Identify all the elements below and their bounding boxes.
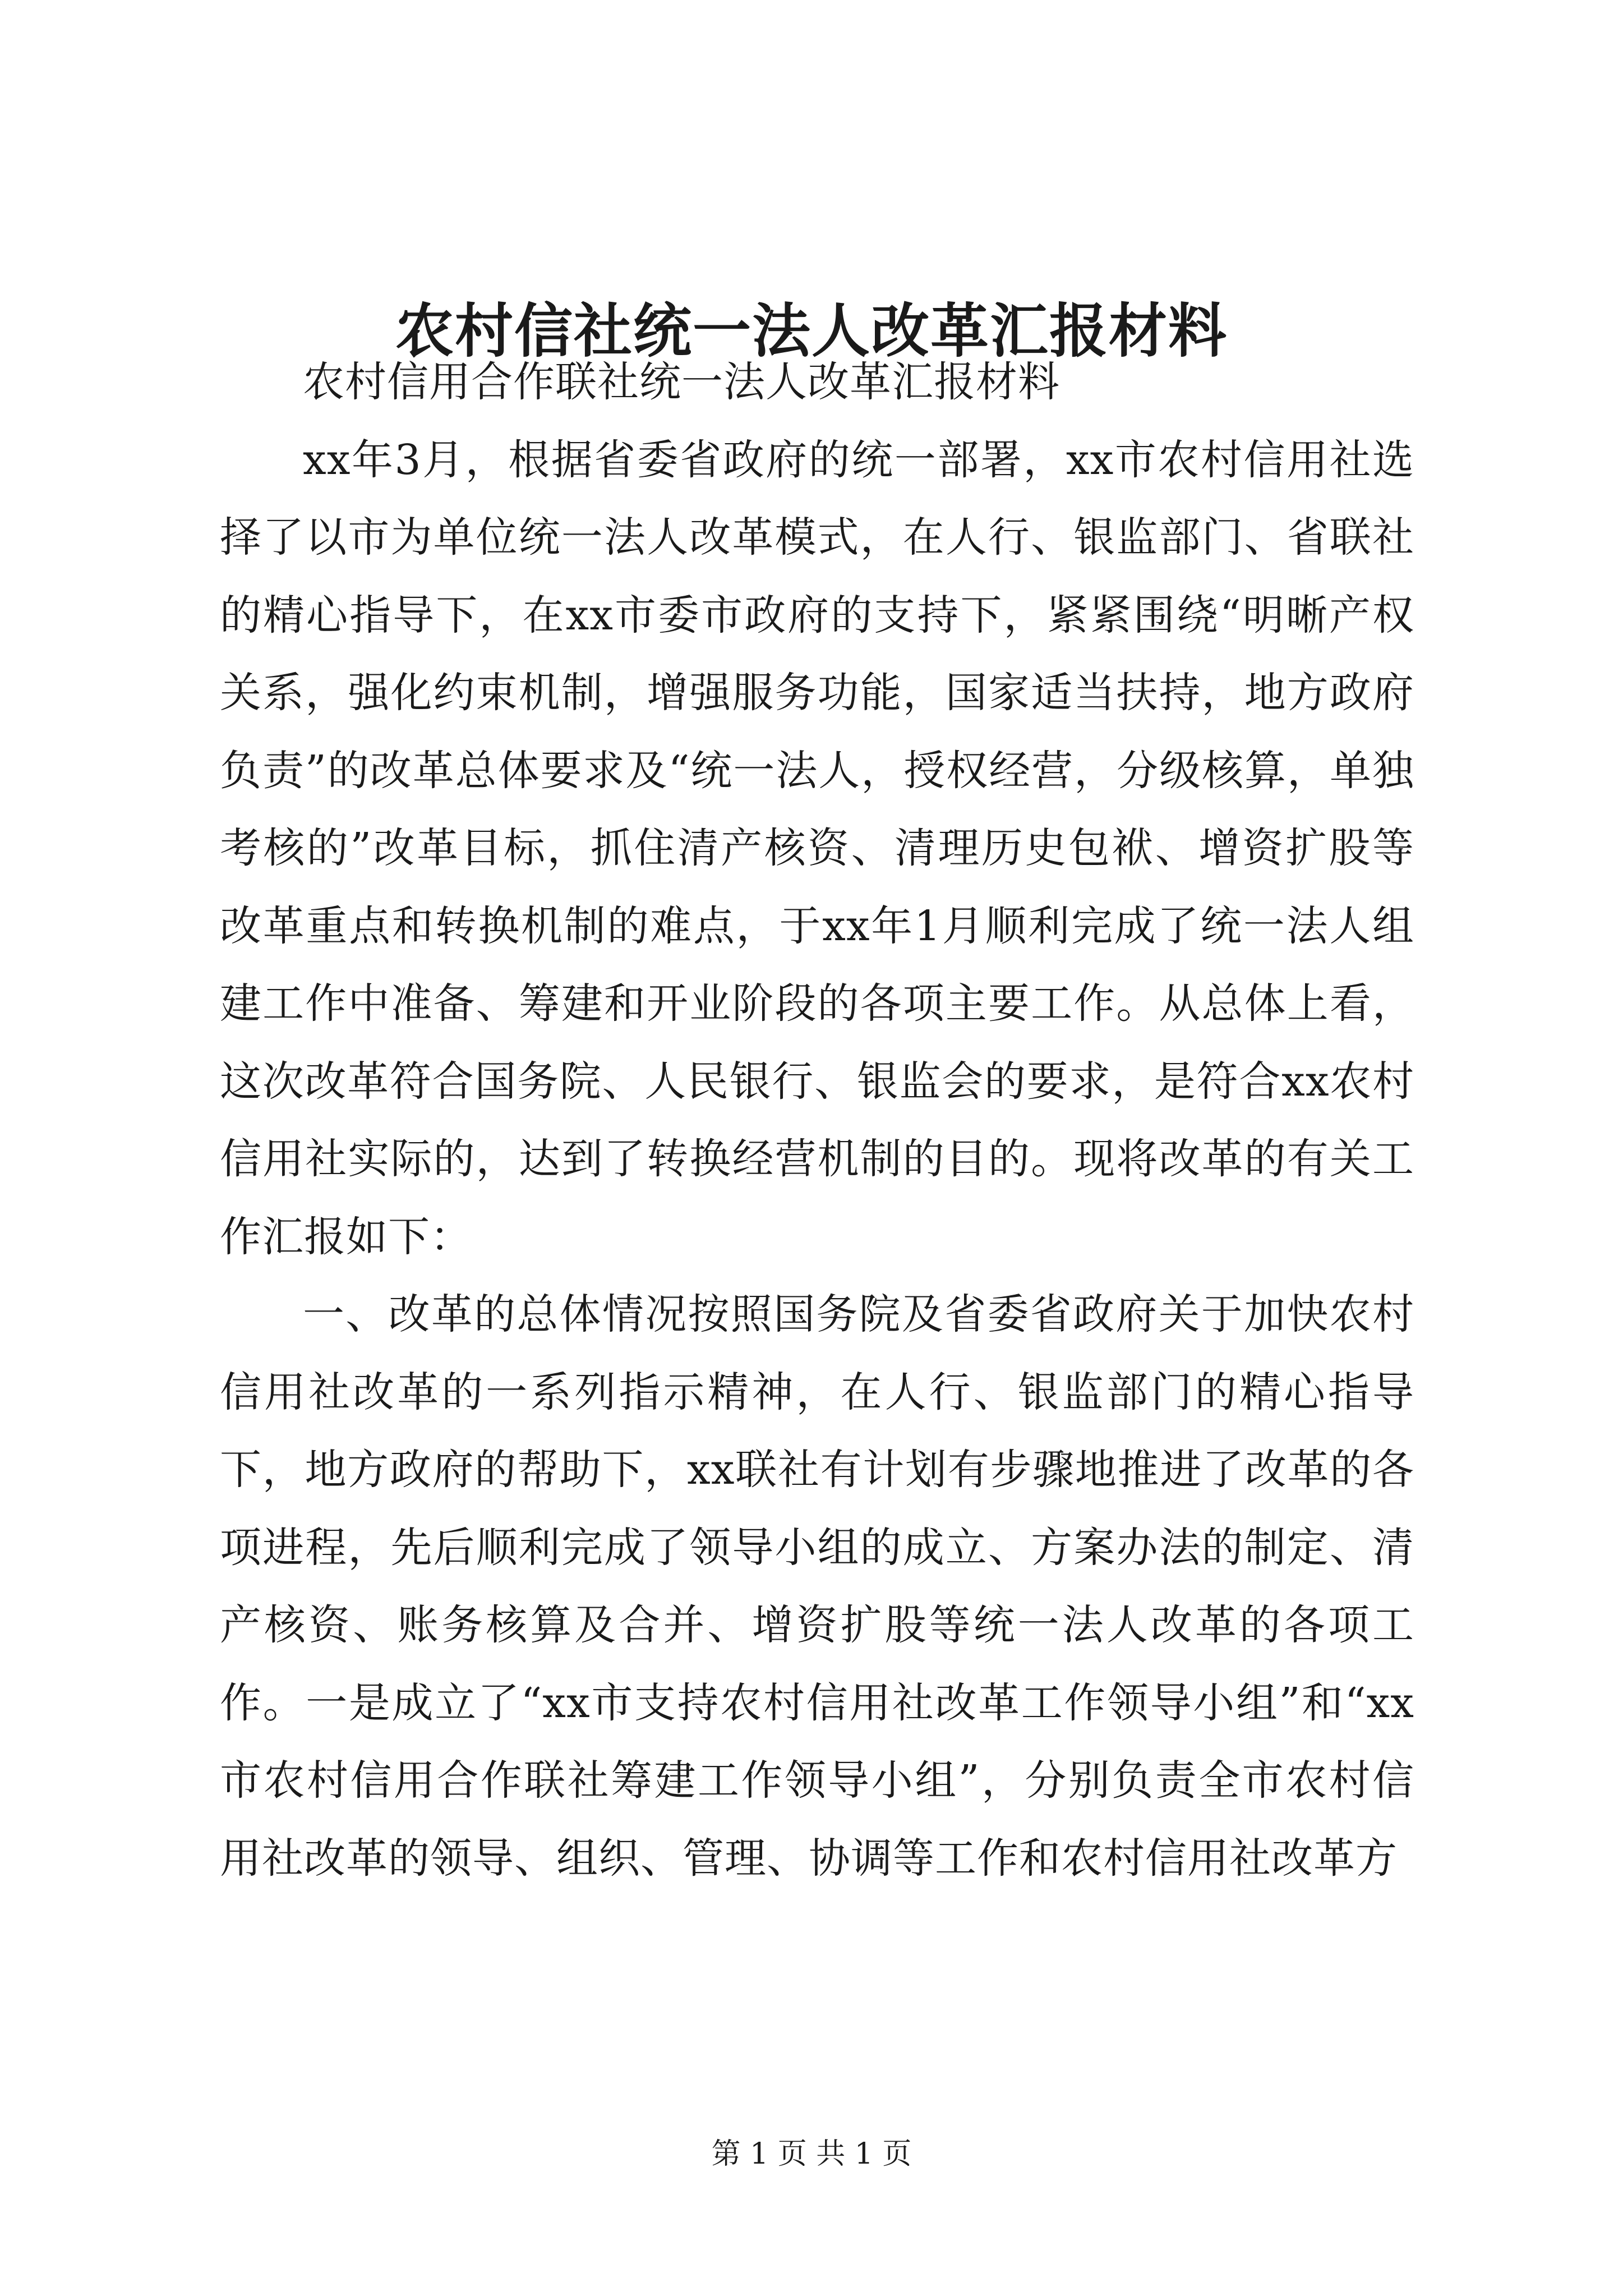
paragraph-section-one: 一、改革的总体情况按照国务院及省委省政府关于加快农村信用社改革的一系列指示精神，在人行、银监部门的精心指导下，地方政府的帮助下，xx联社有计划有步骤地推进了改革的各项进程，先后顺利完成了领导小组的成立、方案办法的制定、清产核资、账务核算及合并、增资扩股等统一法人改革的各项工作。一是成立了“xx市支持农村信用社改革工作领导小组”和“xx市农村信用合作联社筹建工作领导小组”，分别负责全市农村信用社改革的领导、组织、管理、协调等工作和农村信用社改革方 [220,1290,1414,1883]
document-body [220,343,1414,1897]
document-title: 农村信社统一法人改革汇报材料 [395,296,1228,365]
document-subtitle: 农村信用合作联社统一法人改革汇报材料 [303,358,1060,406]
page-number-footer: 第 1 页 共 1 页 [711,2137,912,2171]
paragraph-intro: xx年3月，根据省委省政府的统一部署，xx市农村信用社选择了以市为单位统一法人改革模式，在人行、银监部门、省联社的精心指导下，在xx市委市政府的支持下，紧紧围绕“明晰产权关系，强化约束机制，增强服务功能，国家适当扶持，地方政府负责”的改革总体要求及“统一法人，授权经营，分级核算，单独考核的”改革目标，抓住清产核资、清理历史包袱、增资扩股等改革重点和转换机制的难点，于xx年1月顺利完成了统一法人组建工作中准备、筹建和开业阶段的各项主要工作。从总体上看，这次改革符合国务院、人民银行、银监会的要求，是符合xx农村信用社实际的，达到了转换经营机制的目的。现将改革的有关工作汇报如下： [220,435,1414,1261]
